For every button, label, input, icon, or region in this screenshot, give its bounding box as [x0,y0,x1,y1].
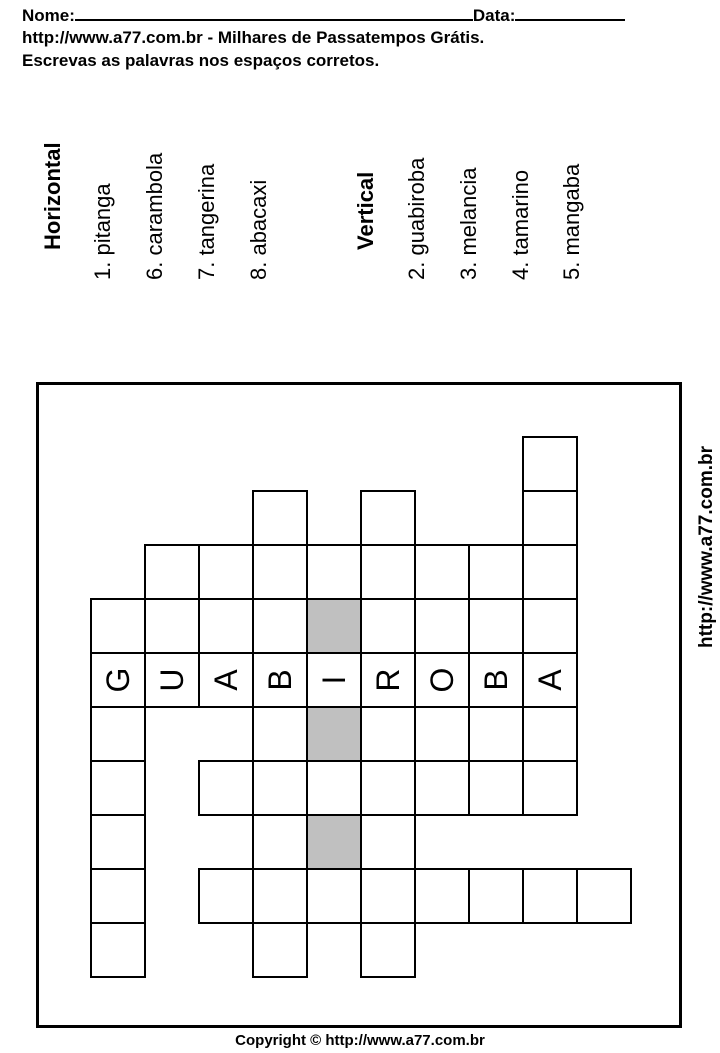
grid-cell[interactable] [306,598,362,654]
clue-horizontal-6: 6. carambola [142,152,167,280]
grid-cell[interactable] [522,490,578,546]
grid-cell[interactable] [252,868,308,924]
grid-cell[interactable] [360,868,416,924]
grid-cell[interactable] [360,922,416,978]
grid-cell[interactable] [144,544,200,600]
grid-cell[interactable] [360,544,416,600]
grid-cell[interactable] [198,868,254,924]
grid-cell[interactable] [252,544,308,600]
clue-horizontal-7: 7. tangerina [194,163,219,280]
grid-cell[interactable] [252,922,308,978]
grid-cell[interactable] [522,598,578,654]
grid-cell[interactable] [306,868,362,924]
grid-cell[interactable] [468,706,524,762]
grid-letter: A [207,669,244,691]
grid-cell[interactable] [414,868,470,924]
grid-cell[interactable] [252,760,308,816]
grid-cell[interactable] [306,760,362,816]
side-url: http://www.a77.com.br [696,446,717,648]
vertical-title: Vertical [353,171,378,250]
grid-cell[interactable] [306,814,362,870]
grid-cell[interactable] [306,544,362,600]
grid-letter: R [369,668,406,692]
name-label: Nome: [22,6,75,25]
grid-cell[interactable] [198,598,254,654]
clue-vertical-2: 2. guabiroba [404,157,429,280]
grid-letter: G [99,667,136,693]
grid-cell[interactable] [522,868,578,924]
grid-cell[interactable] [252,706,308,762]
grid-cell[interactable] [522,436,578,492]
instruction-text: Escrevas as palavras nos espaços corretos. [22,51,380,70]
clue-horizontal-1: 1. pitanga [90,183,115,280]
clue-vertical-3: 3. melancia [456,167,481,280]
grid-cell[interactable] [90,706,146,762]
grid-cell[interactable] [414,760,470,816]
grid-cell[interactable] [306,706,362,762]
grid-letter: B [261,669,298,691]
grid-cell[interactable] [90,760,146,816]
grid-cell[interactable] [252,814,308,870]
horizontal-title: Horizontal [40,142,65,250]
clue-vertical-4: 4. tamarino [508,169,533,280]
grid-cell[interactable] [90,922,146,978]
grid-cell[interactable] [360,598,416,654]
copyright: Copyright © http://www.a77.com.br [235,1032,485,1049]
grid-cell[interactable] [468,760,524,816]
grid-cell[interactable] [144,598,200,654]
grid-cell[interactable] [522,706,578,762]
grid-cell[interactable] [90,868,146,924]
name-date-line [22,3,625,26]
grid-letter: O [423,667,460,693]
grid-cell[interactable] [468,598,524,654]
grid-cell[interactable] [360,814,416,870]
grid-cell[interactable] [522,760,578,816]
grid-cell[interactable] [360,490,416,546]
grid-cell[interactable] [468,544,524,600]
grid-cell[interactable] [468,868,524,924]
clue-vertical-5: 5. mangaba [559,163,584,280]
grid-cell[interactable] [414,598,470,654]
grid-cell[interactable] [414,706,470,762]
clue-horizontal-8: 8. abacaxi [246,179,271,280]
grid-cell[interactable] [414,544,470,600]
grid-letter: B [477,669,514,691]
name-field[interactable] [75,3,473,21]
date-field[interactable] [515,3,625,21]
date-label: Data: [472,6,516,25]
grid-cell[interactable] [252,598,308,654]
grid-cell[interactable] [360,760,416,816]
grid-cell[interactable] [198,544,254,600]
grid-cell[interactable] [198,760,254,816]
grid-cell[interactable] [360,706,416,762]
grid-cell[interactable] [576,868,632,924]
grid-cell[interactable] [90,814,146,870]
grid-letter: U [153,668,190,692]
grid-cell[interactable] [252,490,308,546]
grid-cell[interactable] [90,598,146,654]
site-line: http://www.a77.com.br - Milhares de Passatempos Grátis. [22,28,485,47]
grid-cell[interactable] [522,544,578,600]
grid-letter: A [531,669,568,691]
grid-letter: I [315,675,352,685]
